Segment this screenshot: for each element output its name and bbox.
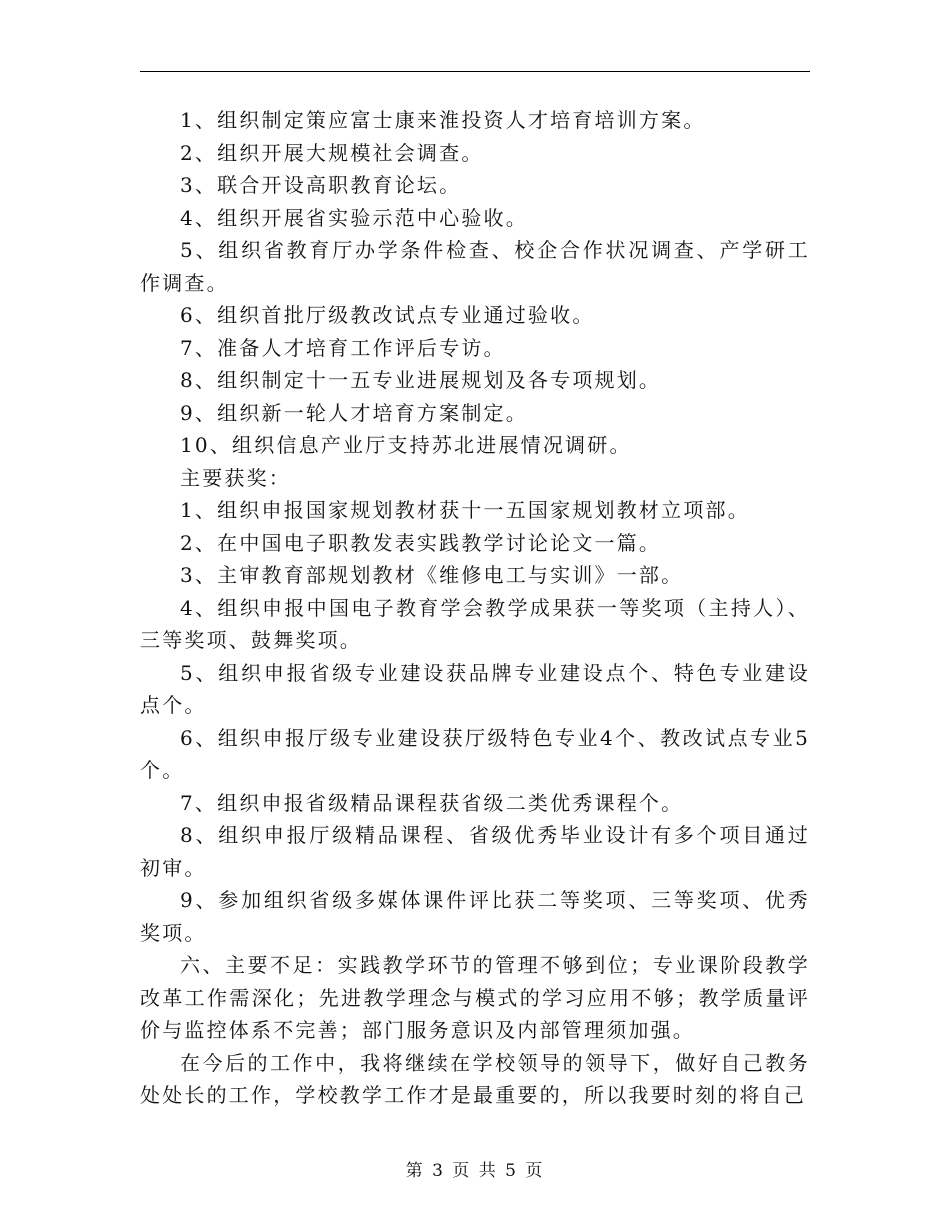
paragraph: 4、组织申报中国电子教育学会教学成果获一等奖项（主持人）、三等奖项、鼓舞奖项。 [140, 595, 810, 652]
paragraph: 4、组织开展省实验示范中心验收。 [180, 205, 528, 230]
paragraph: 5、组织省教育厅办学条件检查、校企合作状况调查、产学研工作调查。 [140, 238, 810, 295]
paragraph: 2、在中国电子职教发表实践教学讨论论文一篇。 [180, 530, 662, 555]
header-rule [140, 71, 810, 72]
paragraph: 6、组织首批厅级教改试点专业通过验收。 [180, 303, 595, 327]
paragraph: 2、组织开展大规模社会调查。 [180, 140, 484, 165]
section-heading: 主要获奖： [180, 465, 291, 490]
paragraph: 3、联合开设高职教育论坛。 [180, 173, 462, 197]
paragraph: 6、组织申报厅级专业建设获厅级特色专业4个、教改试点专业5个。 [140, 725, 810, 782]
paragraph: 9、组织新一轮人才培育方案制定。 [180, 400, 528, 425]
paragraph: 在今后的工作中，我将继续在学校领导的领导下，做好自己教务处处长的工作，学校教学工作才是最重要的，所以我要时刻的将自己 [140, 1050, 810, 1107]
paragraph: 7、准备人才培育工作评后专访。 [180, 335, 506, 360]
document-body [140, 104, 810, 1112]
paragraph: 1、组织制定策应富士康来淮投资人才培育培训方案。 [180, 108, 706, 132]
paragraph: 3、主审教育部规划教材《维修电工与实训》一部。 [180, 563, 684, 587]
paragraph: 8、组织制定十一五专业进展规划及各专项规划。 [180, 368, 662, 392]
paragraph: 7、组织申报省级精品课程获省级二类优秀课程个。 [180, 790, 684, 815]
paragraph: 1、组织申报国家规划教材获十一五国家规划教材立项部。 [180, 498, 750, 522]
page-number-footer: 第 3 页 共 5 页 [405, 1161, 545, 1181]
paragraph: 9、参加组织省级多媒体课件评比获二等奖项、三等奖项、优秀奖项。 [140, 888, 810, 945]
paragraph: 8、组织申报厅级精品课程、省级优秀毕业设计有多个项目通过初审。 [140, 823, 810, 880]
paragraph: 10、组织信息产业厅支持苏北进展情况调研。 [180, 433, 632, 457]
paragraph: 六、主要不足：实践教学环节的管理不够到位；专业课阶段教学改革工作需深化；先进教学理念与模式的学习应用不够；教学质量评价与监控体系不完善；部门服务意识及内部管理须加强。 [140, 953, 810, 1042]
paragraph: 5、组织申报省级专业建设获品牌专业建设点个、特色专业建设点个。 [140, 660, 810, 717]
